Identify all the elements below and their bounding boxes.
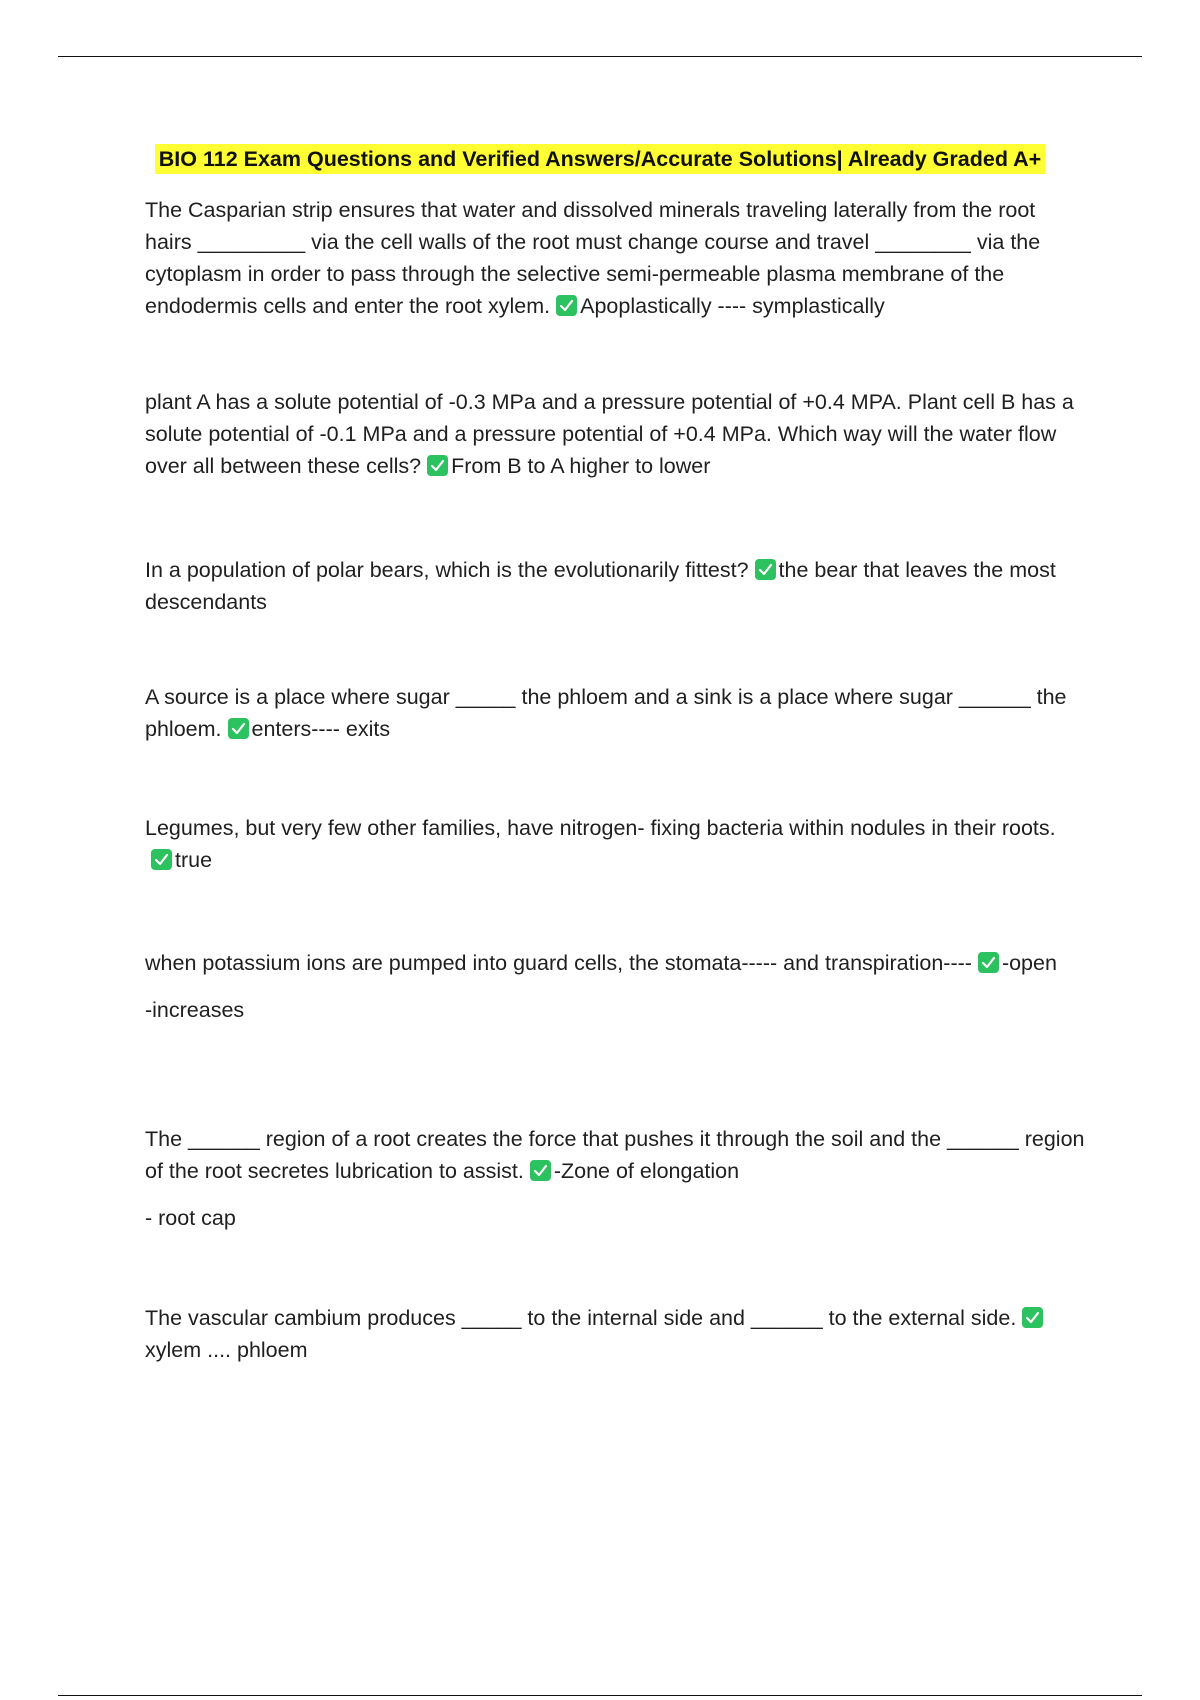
qa-paragraph — [145, 1302, 1085, 1366]
qa-paragraph — [145, 386, 1085, 482]
title-container — [0, 144, 1200, 174]
check-mark-icon — [978, 952, 999, 973]
answer-continuation: -increases — [145, 998, 245, 1022]
check-mark-icon — [755, 559, 776, 580]
question-text: plant A has a solute potential of -0.3 MPa and a pressure potential of +0.4 MPA. Plant cell B has a solute potential of -0.1 MPa and a pressure potential of +0.4 MPa. Which way will the water flow over all between these cells? — [145, 390, 1074, 478]
qa-paragraph — [145, 554, 1085, 618]
bottom-rule — [58, 1695, 1142, 1696]
check-mark-icon — [151, 849, 172, 870]
top-rule — [58, 56, 1142, 57]
qa-item-6 — [145, 947, 1085, 1026]
question-text: The ______ region of a root creates the force that pushes it through the soil and the ______ region of the root secretes lubrication to assist. — [145, 1127, 1085, 1183]
question-text: Legumes, but very few other families, have nitrogen- fixing bacteria within nodules in their roots. — [145, 816, 1056, 840]
check-mark-icon — [1022, 1307, 1043, 1328]
question-text: The vascular cambium produces _____ to the internal side and ______ to the external side. — [145, 1306, 1017, 1330]
qa-item-8 — [145, 1302, 1085, 1366]
answer-text: xylem .... phloem — [145, 1338, 308, 1362]
qa-paragraph — [145, 947, 1085, 979]
question-text: The Casparian strip ensures that water and dissolved minerals traveling laterally from the root hairs _________ via the cell walls of the root must change course and travel ________ via the cytoplasm in order to pass through the selective semi-permeable plasma membrane of the endodermis cells and enter the root xylem. — [145, 198, 1041, 318]
qa-item-4 — [145, 681, 1085, 745]
question-text: In a population of polar bears, which is the evolutionarily fittest? — [145, 558, 749, 582]
qa-item-2 — [145, 386, 1085, 482]
check-mark-icon — [556, 295, 577, 316]
qa-item-3 — [145, 554, 1085, 618]
answer-continuation: - root cap — [145, 1206, 236, 1230]
answer-text: Apoplastically ---- symplastically — [580, 294, 885, 318]
answer-text: true — [175, 848, 213, 872]
qa-paragraph — [145, 812, 1085, 876]
qa-paragraph — [145, 194, 1085, 322]
question-text: A source is a place where sugar _____ the phloem and a sink is a place where sugar ______ the phloem. — [145, 685, 1067, 741]
question-text: when potassium ions are pumped into guard cells, the stomata----- and transpiration---- — [145, 951, 972, 975]
document-title: BIO 112 Exam Questions and Verified Answers/Accurate Solutions| Already Graded A+ — [155, 144, 1045, 174]
answer-text: -Zone of elongation — [553, 1159, 740, 1183]
answer-text: -open — [1001, 951, 1057, 975]
check-mark-icon — [427, 455, 448, 476]
qa-item-7 — [145, 1123, 1085, 1234]
qa-paragraph — [145, 1123, 1085, 1187]
qa-item-1 — [145, 194, 1085, 322]
check-mark-icon — [228, 718, 249, 739]
qa-paragraph — [145, 681, 1085, 745]
answer-text: From B to A higher to lower — [451, 454, 711, 478]
answer-text: the bear that leaves the most descendants — [145, 558, 1056, 614]
answer-text: enters---- exits — [251, 717, 391, 741]
check-mark-icon — [530, 1160, 551, 1181]
qa-item-5 — [145, 812, 1085, 876]
